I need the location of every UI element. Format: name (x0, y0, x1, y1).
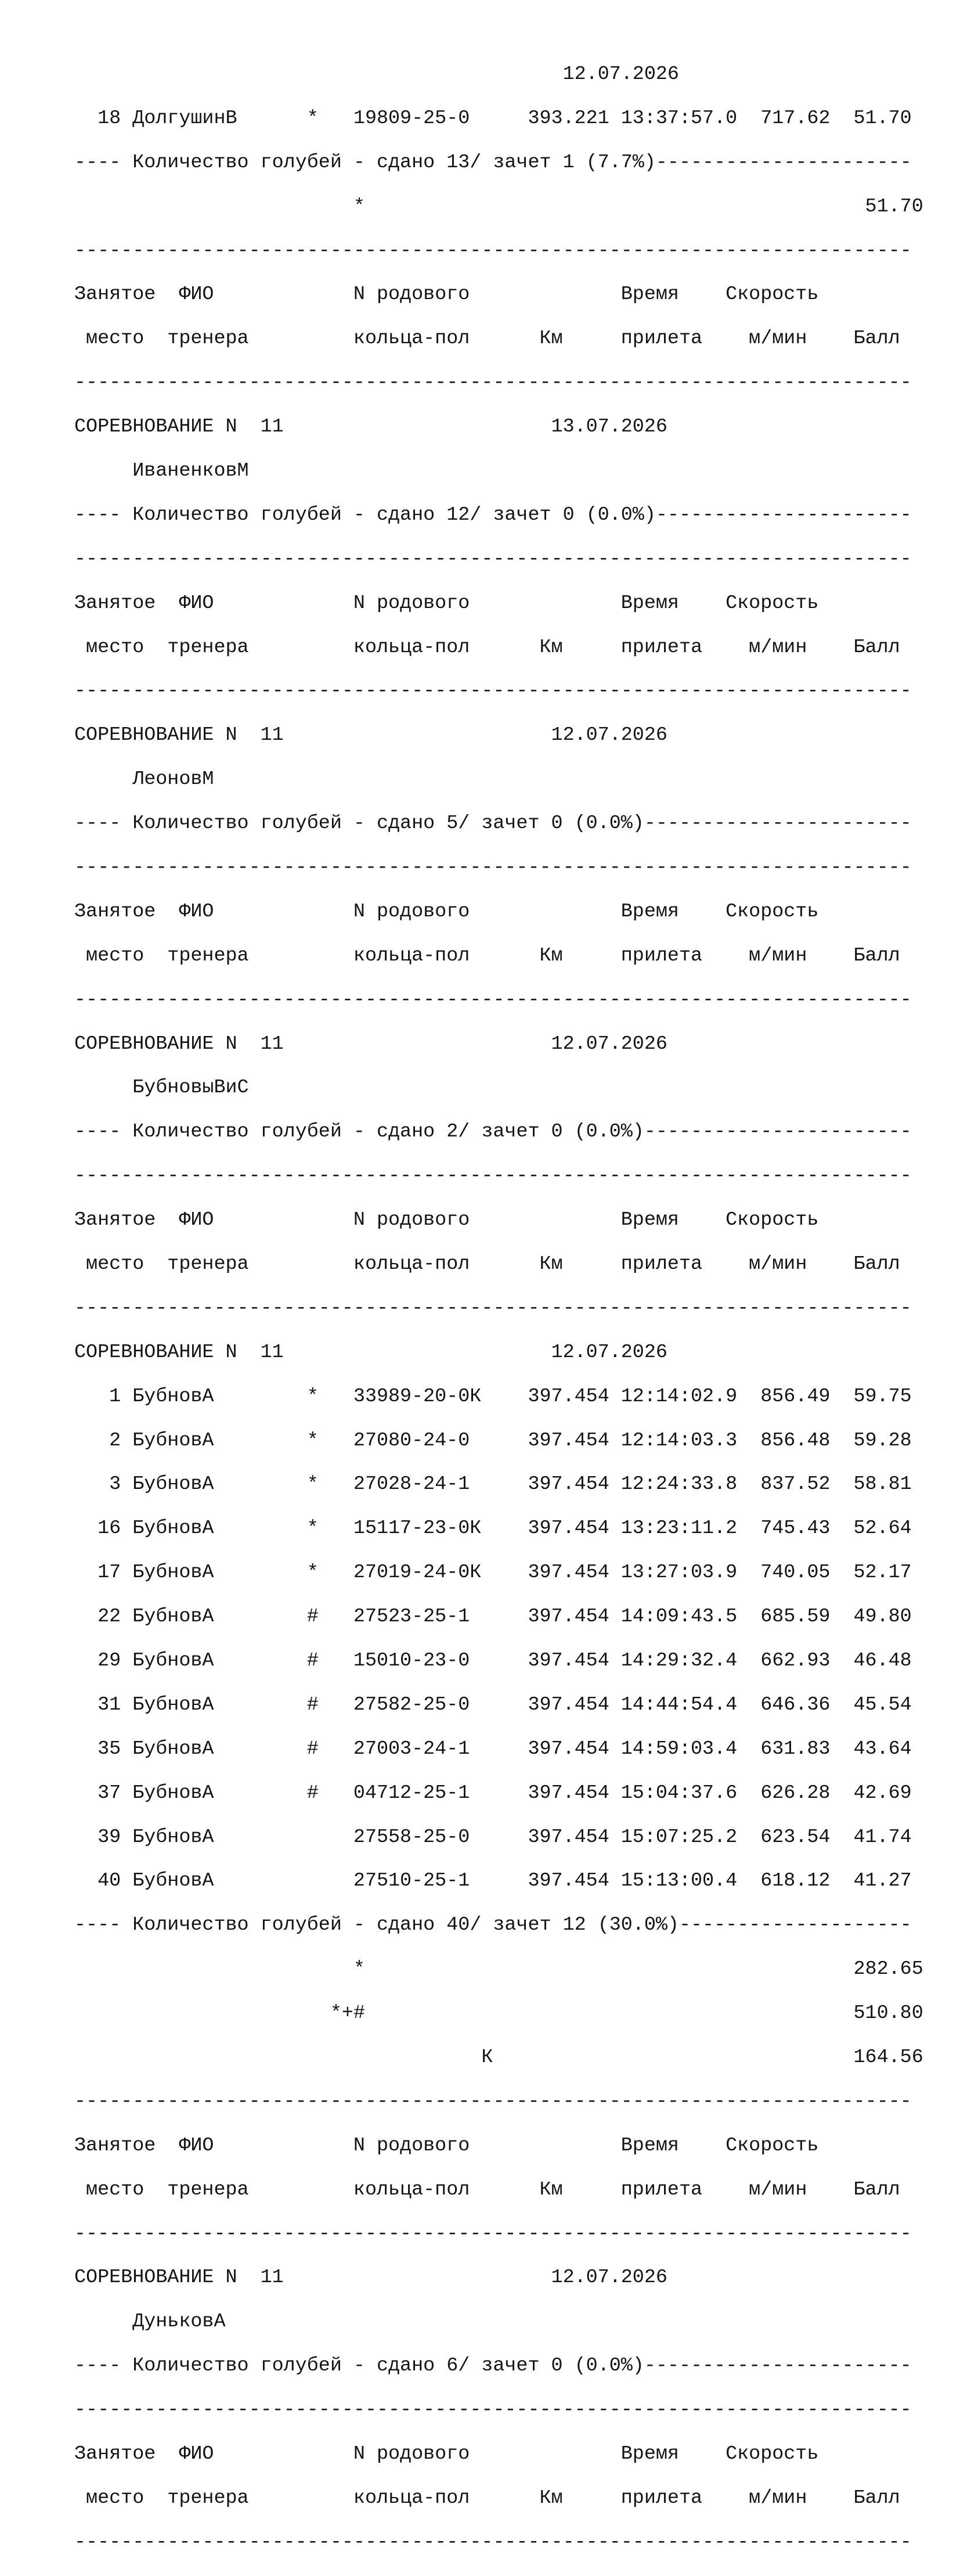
pigeon-count-summary: ---- Количество голубей - сдано 6/ зачет 0 (0.0%)----------------------- (74, 2355, 912, 2377)
competition-heading: СОРЕВНОВАНИЕ N 11 12.07.2026 (74, 724, 667, 747)
competition-heading: СОРЕВНОВАНИЕ N 11 12.07.2026 (74, 1032, 667, 1055)
score-total-k: К 164.56 (74, 2046, 923, 2069)
pigeon-count-summary: ---- Количество голубей - сдано 5/ зачет 0 (0.0%)----------------------- (74, 812, 912, 835)
column-header-row-2: место тренера кольца-пол Км прилета м/мин Балл (74, 2487, 900, 2509)
trainer-name: ДуньковА (74, 2311, 226, 2333)
result-row: 2 БубновА * 27080-24-0 397.454 12:14:03.3 856.48 59.28 (74, 1429, 912, 1452)
column-header-row-1: Занятое ФИО N родового Время Скорость (74, 1209, 819, 1232)
column-header-row-1: Занятое ФИО N родового Время Скорость (74, 592, 819, 614)
column-header-row-2: место тренера кольца-пол Км прилета м/мин Балл (74, 328, 900, 350)
separator-line: ------------------------------------------------------------------------ (74, 856, 912, 879)
result-row: 1 БубновА * 33989-20-0К 397.454 12:14:02.9 856.49 59.75 (74, 1385, 912, 1408)
separator-line: ------------------------------------------------------------------------ (74, 2222, 912, 2245)
trainer-name: БубновыВиС (74, 1077, 249, 1099)
result-row: 35 БубновА # 27003-24-1 397.454 14:59:03.4 631.83 43.64 (74, 1737, 912, 1760)
separator-line: ------------------------------------------------------------------------ (74, 372, 912, 394)
column-header-row-2: место тренера кольца-пол Км прилета м/мин Балл (74, 636, 900, 659)
separator-line: ------------------------------------------------------------------------ (74, 239, 912, 262)
separator-line: ------------------------------------------------------------------------ (74, 548, 912, 570)
column-header-row-2: место тренера кольца-пол Км прилета м/мин Балл (74, 944, 900, 967)
result-row: 3 БубновА * 27028-24-1 397.454 12:24:33.8 837.52 58.81 (74, 1473, 912, 1496)
separator-line: ------------------------------------------------------------------------ (74, 2399, 912, 2422)
result-row: 39 БубновА 27558-25-0 397.454 15:07:25.2 623.54 41.74 (74, 1826, 912, 1848)
result-row: 17 БубновА * 27019-24-0К 397.454 13:27:03.9 740.05 52.17 (74, 1562, 912, 1584)
printout-page (74, 42, 923, 2576)
trainer-name: ИваненковМ (74, 459, 249, 482)
column-header-row-1: Занятое ФИО N родового Время Скорость (74, 900, 819, 923)
column-header-row-1: Занятое ФИО N родового Время Скорость (74, 283, 819, 306)
score-total-star: * 51.70 (74, 195, 923, 218)
score-total-star: * 282.65 (74, 1958, 923, 1981)
result-row: 16 БубновА * 15117-23-0К 397.454 13:23:11.2 745.43 52.64 (74, 1517, 912, 1540)
result-row: 31 БубновА # 27582-25-0 397.454 14:44:54.4 646.36 45.54 (74, 1693, 912, 1716)
competition-heading: СОРЕВНОВАНИЕ N 11 12.07.2026 (74, 2266, 667, 2289)
column-header-row-2: место тренера кольца-пол Км прилета м/мин Балл (74, 1253, 900, 1275)
result-row: 18 ДолгушинВ * 19809-25-0 393.221 13:37:57.0 717.62 51.70 (74, 107, 912, 129)
competition-heading: СОРЕВНОВАНИЕ N 11 12.07.2026 (74, 1341, 667, 1363)
pigeon-count-summary: ---- Количество голубей - сдано 13/ зачет 1 (7.7%)---------------------- (74, 151, 912, 174)
separator-line: ------------------------------------------------------------------------ (74, 1297, 912, 1319)
date-line: 12.07.2026 (74, 63, 679, 85)
separator-line: ------------------------------------------------------------------------ (74, 2090, 912, 2113)
pigeon-count-summary: ---- Количество голубей - сдано 40/ зачет 12 (30.0%)-------------------- (74, 1914, 912, 1937)
separator-line: ------------------------------------------------------------------------ (74, 1165, 912, 1188)
separator-line: ------------------------------------------------------------------------ (74, 2531, 912, 2553)
competition-heading: СОРЕВНОВАНИЕ N 11 13.07.2026 (74, 416, 667, 438)
separator-line: ------------------------------------------------------------------------ (74, 988, 912, 1011)
result-row: 22 БубновА # 27523-25-1 397.454 14:09:43.5 685.59 49.80 (74, 1606, 912, 1628)
result-row: 40 БубновА 27510-25-1 397.454 15:13:00.4 618.12 41.27 (74, 1870, 912, 1893)
column-header-row-1: Занятое ФИО N родового Время Скорость (74, 2134, 819, 2157)
result-row: 37 БубновА # 04712-25-1 397.454 15:04:37.6 626.28 42.69 (74, 1782, 912, 1804)
trainer-name: ЛеоновМ (74, 768, 214, 791)
pigeon-count-summary: ---- Количество голубей - сдано 2/ зачет 0 (0.0%)----------------------- (74, 1121, 912, 1143)
score-total-star-plus-hash: *+# 510.80 (74, 2002, 923, 2025)
pigeon-count-summary: ---- Количество голубей - сдано 12/ зачет 0 (0.0%)---------------------- (74, 503, 912, 526)
separator-line: ------------------------------------------------------------------------ (74, 680, 912, 703)
result-row: 29 БубновА # 15010-23-0 397.454 14:29:32.4 662.93 46.48 (74, 1650, 912, 1672)
column-header-row-1: Занятое ФИО N родового Время Скорость (74, 2443, 819, 2466)
column-header-row-2: место тренера кольца-пол Км прилета м/мин Балл (74, 2178, 900, 2201)
